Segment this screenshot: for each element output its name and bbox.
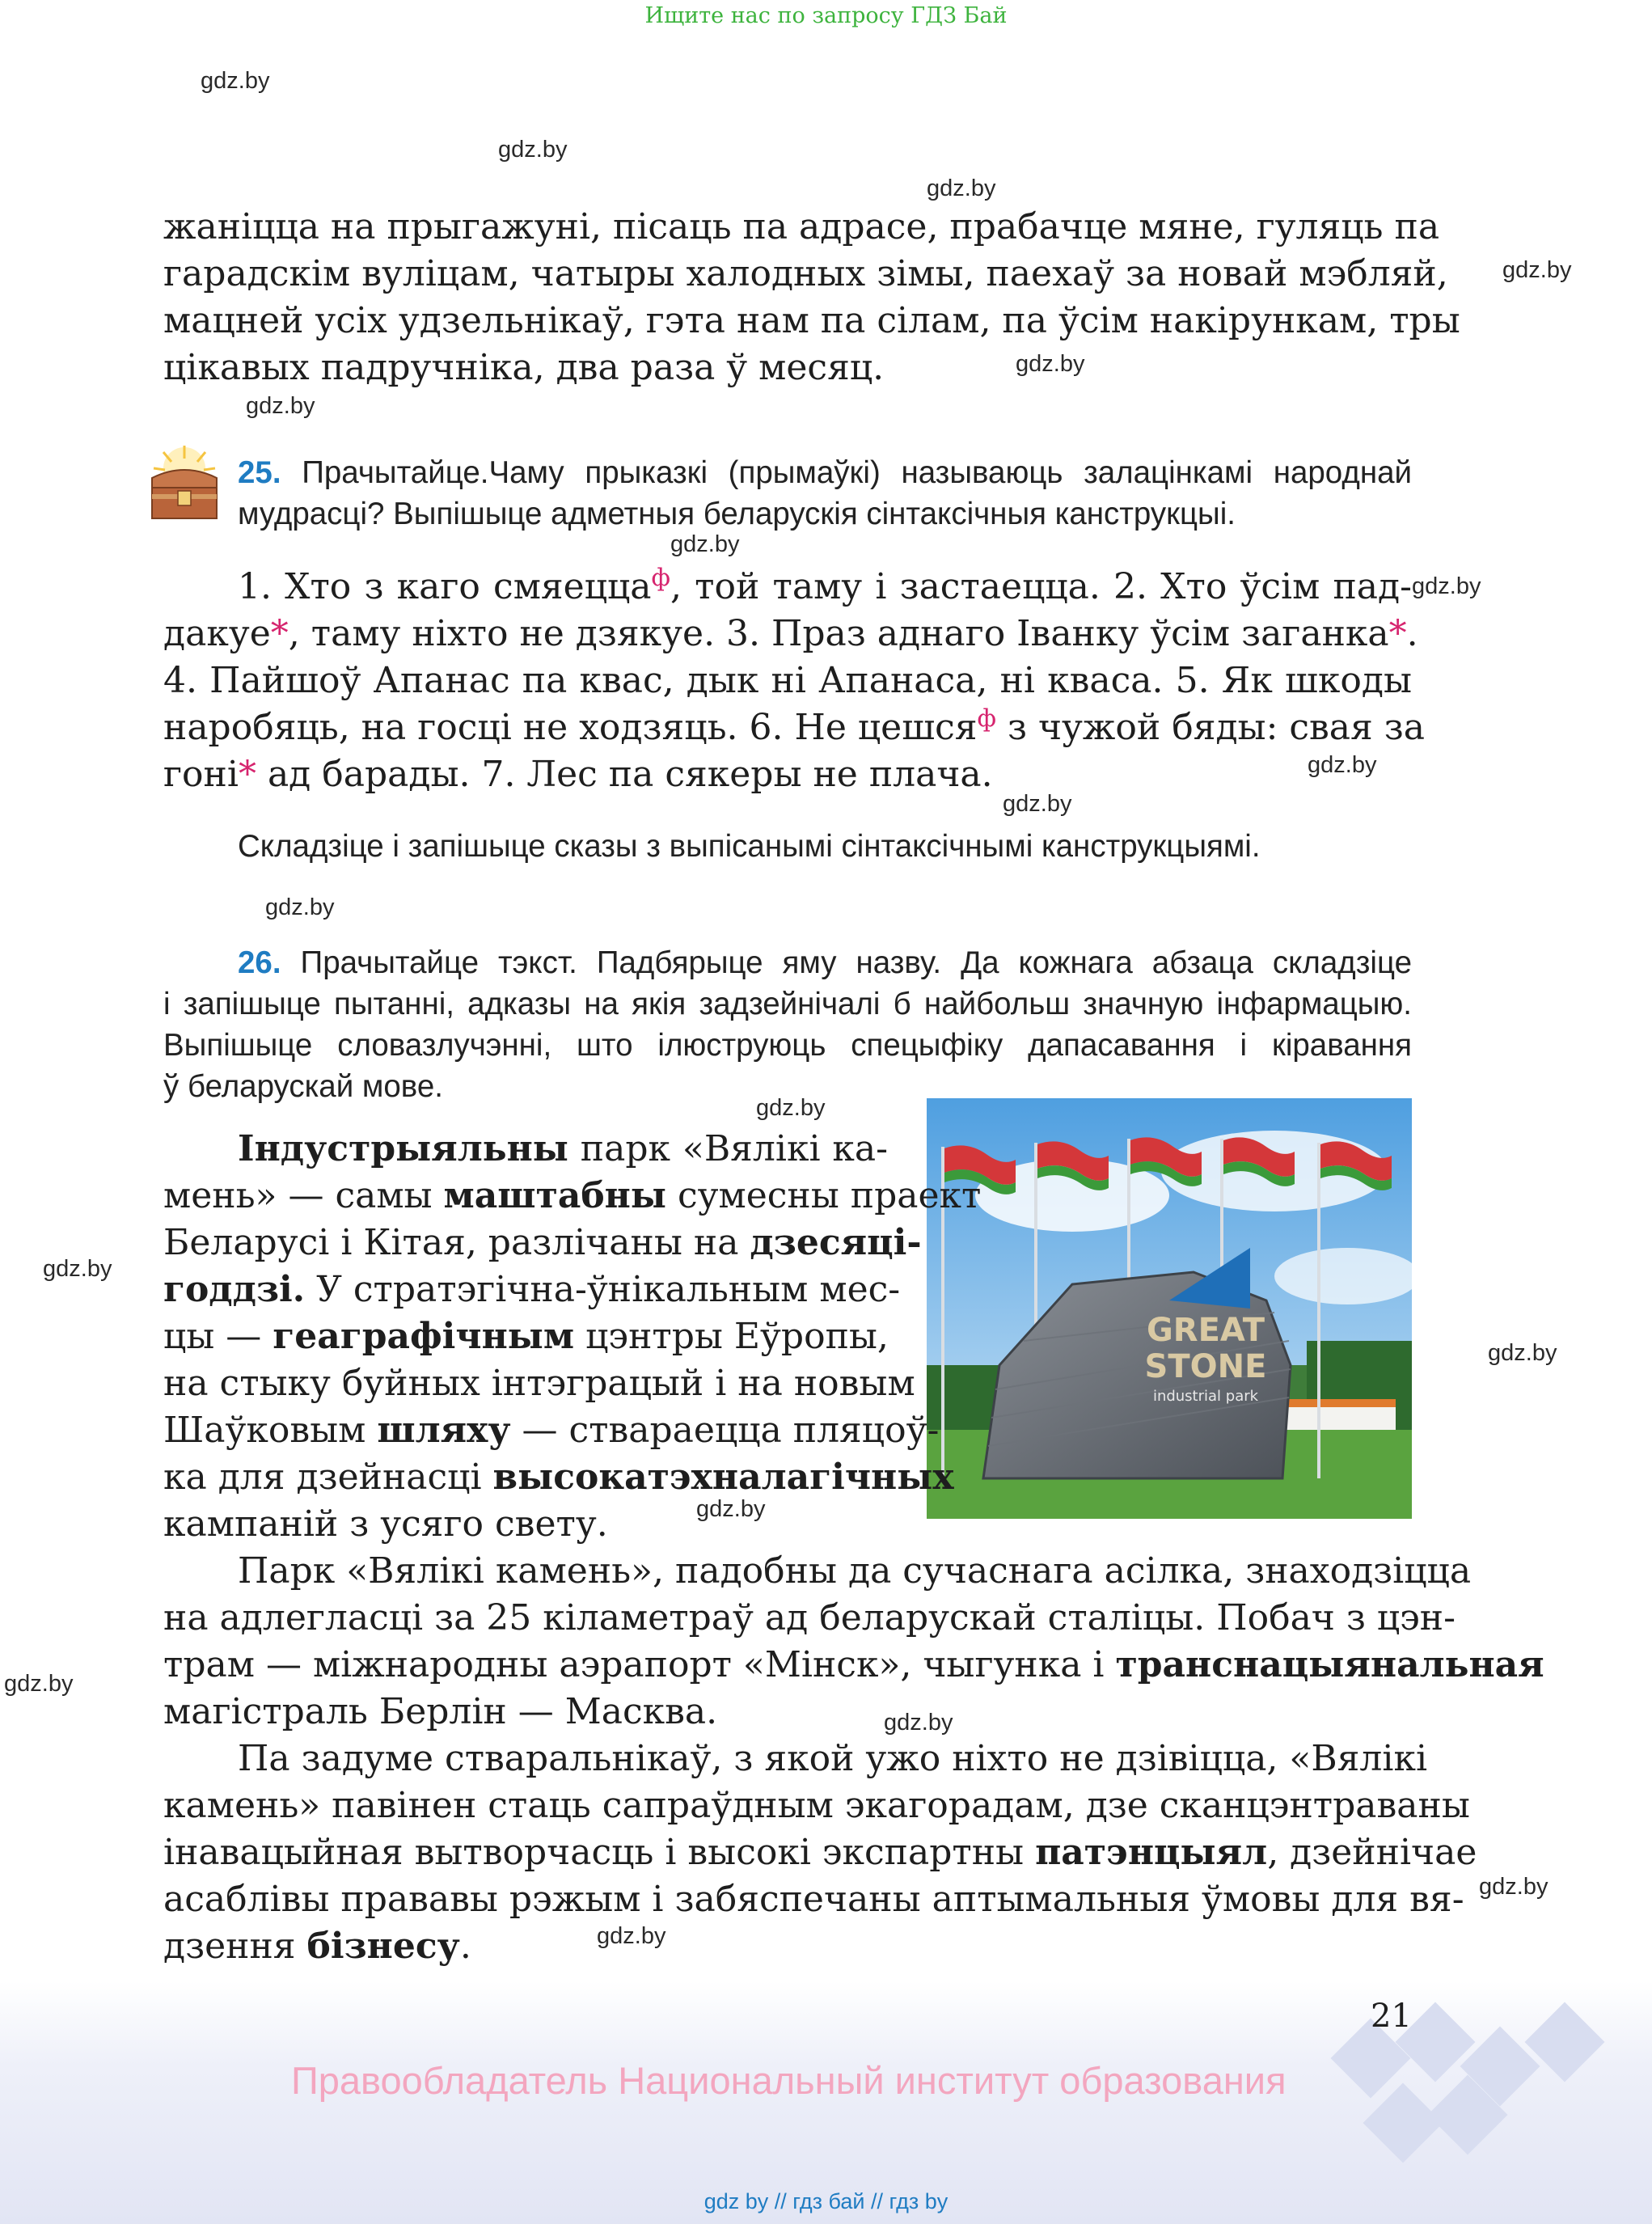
paragraph-text: У стратэгічна-ўнікальным мес- — [305, 1269, 901, 1310]
paragraph-text: , дзейнічае — [1267, 1832, 1477, 1873]
watermark: gdz.by — [246, 393, 315, 419]
intro-paragraph — [163, 204, 1460, 391]
proverb-text: . — [1406, 613, 1418, 654]
bold-term: транснацыянальная — [1115, 1644, 1544, 1685]
star-marker: * — [1388, 613, 1407, 654]
great-stone-photo — [927, 1098, 1412, 1519]
paragraph-2 — [163, 1548, 1544, 1736]
watermark: gdz.by — [696, 1496, 766, 1522]
bold-term: высокатэхналагічных — [492, 1457, 954, 1498]
bold-term: патэнцыял — [1035, 1832, 1268, 1873]
paragraph-text: сумесны праект — [666, 1175, 982, 1216]
proverb-text: ад барады. 7. Лес па сякеры не плача. — [256, 754, 993, 795]
intro-line: цікавых падручніка, два раза ў месяц. — [163, 347, 885, 388]
intro-line: гарадскім вуліцам, чатыры халодных зімы, паехаў за новай мэбляй, — [163, 253, 1448, 294]
paragraph-text: магістраль Берлін — Масква. — [163, 1691, 718, 1732]
watermark: gdz.by — [1479, 1874, 1548, 1900]
proverb-text: наробяць, на госці не ходзяць. 6. Не цешся — [163, 707, 978, 748]
watermark: gdz.by — [884, 1710, 953, 1736]
paragraph-text: цэнтры Еўропы, — [574, 1316, 889, 1357]
intro-line: мацней усіх удзельнікаў, гэта нам па сілам, па ўсім накірункам, тры — [163, 300, 1460, 341]
watermark: gdz.by — [927, 175, 996, 201]
sign-text: GREAT — [1146, 1312, 1265, 1349]
paragraph-text: інавацыйная вытворчасць і высокі экспартны — [163, 1832, 1036, 1873]
paragraph-text: Шаўковым — [163, 1410, 378, 1451]
watermark: gdz.by — [43, 1256, 112, 1282]
instruction-text: Прачытайце.Чаму прыказкі (прымаўкі) называюць залацінкамі народнай — [302, 455, 1413, 490]
task-26-instruction — [163, 942, 1412, 1107]
paragraph-text: Парк «Вялікі камень», падобны да сучаснага асілка, знаходзіцца — [238, 1550, 1472, 1592]
paragraph-text: Беларусі і Кітая, разлічаны на — [163, 1222, 750, 1263]
task-25-instruction — [238, 452, 1412, 535]
bold-term: бізнесу — [306, 1926, 460, 1967]
watermark: gdz.by — [1308, 752, 1377, 778]
paragraph-text: кампаній з усяго свету. — [163, 1503, 608, 1545]
task-25-followup: Складзіце і запішыце сказы з выпісанымі сінтаксічнымі канструкцыямі. — [238, 829, 1261, 864]
paragraph-text: мень» — самы — [163, 1175, 444, 1216]
paragraph-3 — [163, 1736, 1477, 1970]
paragraph-text: цы — — [163, 1316, 273, 1357]
proverb-text: 4. Пайшоў Апанас па квас, дык ні Апанаса, ні кваса. 5. Як шкоды — [163, 660, 1412, 701]
treasure-chest-icon — [147, 444, 222, 522]
watermark: gdz.by — [670, 531, 740, 557]
proverbs-block — [163, 564, 1426, 798]
bold-term: годдзі. — [163, 1269, 306, 1310]
watermark: gdz.by — [1003, 791, 1072, 817]
paragraph-1 — [163, 1126, 982, 1548]
instruction-text: Прачытайце тэкст. Падбярыце яму назву. Да кожнага абзаца складзіце — [300, 945, 1412, 980]
bold-term: дзесяці- — [750, 1222, 922, 1263]
star-marker: * — [270, 613, 289, 654]
paragraph-text: на стыку буйных інтэграцый і на новым — [163, 1363, 915, 1404]
watermark: gdz.by — [498, 137, 568, 163]
bold-term: маштабны — [443, 1175, 666, 1216]
paragraph-text: на адлегласці за 25 кіламетраў ад беларускай сталіцы. Побач з цэн- — [163, 1597, 1456, 1638]
star-marker: * — [238, 754, 256, 795]
bottom-links[interactable]: gdz by // гдз бай // гдз by — [703, 2189, 949, 2213]
proverb-text: , той таму і застаецца. 2. Хто ўсім пад- — [670, 566, 1412, 607]
instruction-text: мудрасці? Выпішыце адметныя беларускія сінтаксічныя канструкцыі. — [238, 497, 1236, 531]
proverb-text: , таму ніхто не дзякуе. 3. Праз аднаго Іванку ўсім заганка — [288, 613, 1389, 654]
paragraph-text: парк «Вялікі ка- — [568, 1128, 888, 1169]
watermark: gdz.by — [1502, 257, 1572, 283]
intro-line: жаніцца на прыгажуні, пісаць па адрасе, прабачце мяне, гуляць па — [163, 206, 1440, 247]
bold-term: геаграфічным — [273, 1316, 575, 1357]
instruction-text: і запішыце пытанні, адказы на якія задзейнічалі б найбольш значную інфармацыю. — [163, 987, 1412, 1021]
bold-term: шляху — [377, 1410, 511, 1451]
paragraph-text: . — [459, 1926, 471, 1967]
sign-text: STONE — [1144, 1348, 1267, 1385]
paragraph-text: дзення — [163, 1926, 307, 1967]
proverb-text: 1. Хто з каго смяецца — [238, 566, 652, 607]
paragraph-text: Па задуме стваральнікаў, з якой ужо ніхто не дзівіцца, «Вялікі — [238, 1738, 1428, 1779]
paragraph-text: ка для дзейнасці — [163, 1457, 493, 1498]
proverb-text: гоні — [163, 754, 239, 795]
task-number: 25. — [238, 455, 281, 490]
task-number: 26. — [238, 945, 281, 980]
watermark: gdz.by — [597, 1923, 666, 1949]
instruction-text: ў беларускай мове. — [163, 1069, 443, 1104]
bold-term: Індустрыяльны — [238, 1128, 568, 1169]
page-number: 21 — [1371, 1998, 1412, 2035]
paragraph-text: камень» павінен стаць сапраўдным экагорадам, дзе сканцэнтраваны — [163, 1785, 1470, 1826]
paragraph-text: трам — міжнародны аэрапорт «Мінск», чыгунка і — [163, 1644, 1116, 1685]
proverb-text: з чужой бяды: свая за — [995, 707, 1426, 748]
watermark: gdz.by — [4, 1671, 74, 1697]
proverb-text: дакуе — [163, 613, 271, 654]
watermark: gdz.by — [1412, 573, 1481, 599]
watermark: gdz.by — [265, 894, 335, 920]
phrase-marker: ф — [977, 704, 996, 734]
watermark: gdz.by — [1488, 1340, 1557, 1366]
paragraph-text: — ствараецца пляцоў- — [510, 1410, 940, 1451]
decorative-diamonds — [1245, 1998, 1633, 2192]
watermark: gdz.by — [756, 1095, 826, 1121]
watermark: gdz.by — [1016, 351, 1085, 377]
paragraph-text: асаблівы прававы рэжым і забяспечаны аптымальныя ўмовы для вя- — [163, 1879, 1464, 1920]
instruction-text: Выпішыце словазлучэнні, што ілюструюць спецыфіку дапасавання і кіравання — [163, 1028, 1412, 1063]
phrase-marker: ф — [651, 564, 671, 593]
top-banner[interactable]: Ищите нас по запросу ГДЗ Бай — [644, 3, 1008, 28]
sign-text: industrial park — [1152, 1388, 1259, 1405]
copyright-notice: Правообладатель Национальный институт образования — [291, 2059, 1287, 2102]
watermark: gdz.by — [201, 68, 270, 94]
